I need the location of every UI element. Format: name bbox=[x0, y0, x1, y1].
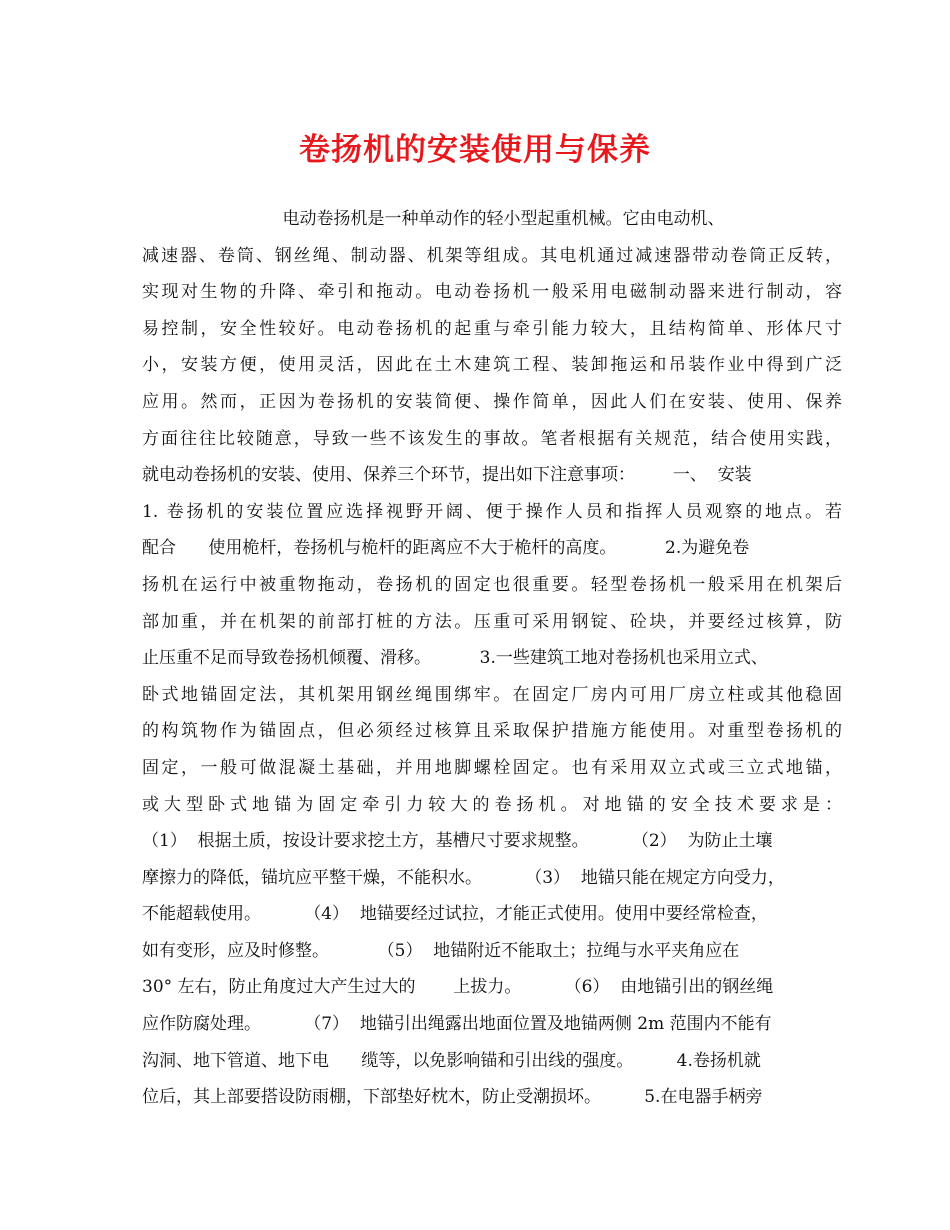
body-line: 减速器、卷筒、钢丝绳、制动器、机架等组成。其电机通过减速器带动卷筒正反转， bbox=[142, 245, 842, 266]
body-line: 易控制，安全性较好。电动卷扬机的起重与牵引能力较大，且结构简单、形体尺寸 bbox=[142, 318, 842, 339]
body-line: 扬机在运行中被重物拖动，卷扬机的固定也很重要。轻型卷扬机一般采用在机架后 bbox=[142, 574, 842, 595]
body-line: 方面往往比较随意，导致一些不该发生的事故。笔者根据有关规范，结合使用实践， bbox=[142, 428, 842, 449]
body-line: 1. 卷扬机的安装位置应选择视野开阔、便于操作人员和指挥人员观察的地点。若 bbox=[142, 501, 842, 522]
body-line: 卧式地锚固定法，其机架用钢丝绳围绑牢。在固定厂房内可用厂房立柱或其他稳固 bbox=[142, 684, 842, 705]
body-line: 摩擦力的降低，锚坑应平整干燥，不能积水。 （3） 地锚只能在规定方向受力， bbox=[142, 867, 785, 888]
body-line: 小，安装方便，使用灵活，因此在土木建筑工程、装卸拖运和吊装作业中得到广泛 bbox=[142, 355, 842, 376]
body-line: 就电动卷扬机的安装、使用、保养三个环节，提出如下注意事项： 一、 安装 bbox=[142, 465, 752, 486]
body-line: 固定，一般可做混凝土基础，并用地脚螺栓固定。也有采用双立式或三立式地锚， bbox=[142, 757, 842, 778]
body-line: 30° 左右，防止角度过大产生过大的 上拔力。 （6） 由地锚引出的钢丝绳 bbox=[142, 977, 774, 998]
body-line: 或大型卧式地锚为固定牵引力较大的卷扬机。对地锚的安全技术要求是： bbox=[142, 794, 842, 815]
body-line: （1） 根据土质，按设计要求挖土方，基槽尺寸要求规整。 （2） 为防止土壤 bbox=[142, 831, 773, 852]
body-line: 不能超载使用。 （4） 地锚要经过试拉，才能正式使用。使用中要经常检查， bbox=[142, 904, 768, 925]
document-body bbox=[142, 201, 842, 1116]
body-line: 部加重，并在机架的前部打桩的方法。压重可采用钢锭、砼块，并要经过核算，防 bbox=[142, 611, 842, 632]
body-line: 实现对生物的升降、牵引和拖动。电动卷扬机一般采用电磁制动器来进行制动，容 bbox=[142, 282, 842, 303]
body-line: 应作防腐处理。 （7） 地锚引出绳露出地面位置及地锚两侧 2m 范围内不能有 bbox=[142, 1014, 772, 1035]
body-line: 沟洞、地下管道、地下电 缆等，以免影响锚和引出线的强度。 4.卷扬机就 bbox=[142, 1050, 761, 1071]
body-line: 应用。然而，正因为卷扬机的安装简便、操作简单，因此人们在安装、使用、保养 bbox=[142, 391, 842, 412]
document-title: 卷扬机的安装使用与保养 bbox=[299, 132, 651, 168]
body-line: 如有变形，应及时修整。 （5） 地锚附近不能取土；拉绳与水平夹角应在 bbox=[142, 940, 740, 961]
body-line: 止压重不足而导致卷扬机倾覆、滑移。 3.一些建筑工地对卷扬机也采用立式、 bbox=[142, 648, 768, 669]
body-line: 电动卷扬机是一种单动作的轻小型起重机械。它由电动机、 bbox=[142, 209, 725, 229]
body-line: 位后，其上部要搭设防雨棚，下部垫好枕木，防止受潮损坏。 5.在电器手柄旁 bbox=[142, 1087, 763, 1108]
body-line: 的构筑物作为锚固点，但必须经过核算且采取保护措施方能使用。对重型卷扬机的 bbox=[142, 721, 842, 742]
body-line: 配合 使用桅杆，卷扬机与桅杆的距离应不大于桅杆的高度。 2.为避免卷 bbox=[142, 538, 750, 559]
